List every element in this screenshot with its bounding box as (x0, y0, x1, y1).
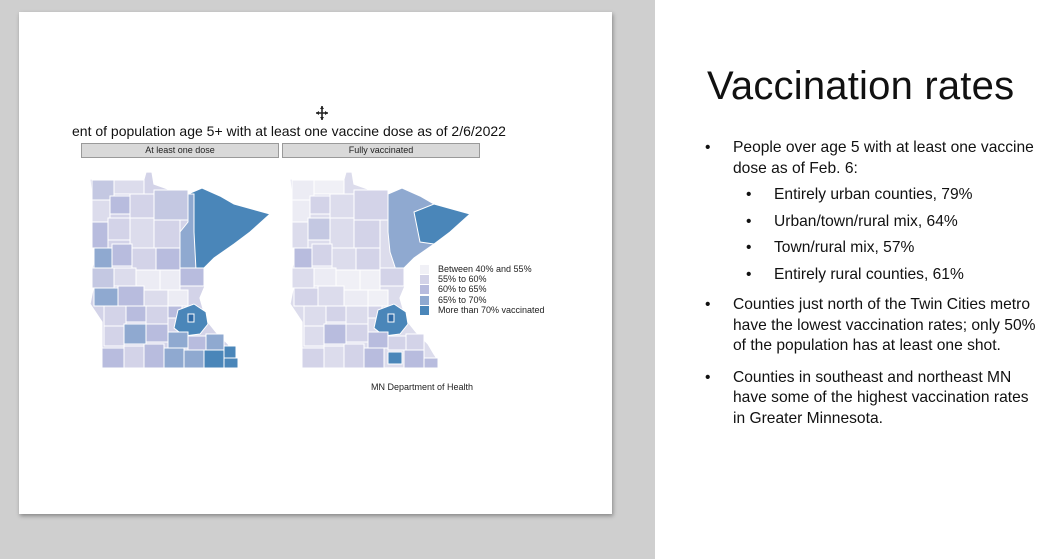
move-cursor-icon (315, 105, 329, 121)
slide-title: Vaccination rates (707, 64, 1015, 108)
bullet-text: Counties in southeast and northeast MN have some of the highest vaccination rates in Greater Minnesota. (733, 368, 1029, 427)
embedded-map-image (19, 12, 612, 514)
sub-bullet-text: Town/rural mix, 57% (774, 239, 915, 256)
bullet-text: People over age 5 with at least one vaccine dose as of Feb. 6: (733, 139, 1034, 177)
sub-bullet-list (705, 185, 1045, 285)
legend-label: Between 40% and 55% (438, 264, 532, 274)
source-note: MN Department of Health (371, 382, 474, 392)
legend-swatch (420, 275, 429, 284)
legend-swatch (420, 265, 429, 274)
county-fills (92, 180, 270, 368)
map-title: ent of population age 5+ with at least one vaccine dose as of 2/6/2022 (72, 123, 506, 139)
bullet-dot-icon: • (705, 139, 711, 156)
bullet-item (705, 295, 1045, 357)
bullet-dot-icon: • (705, 368, 711, 386)
legend-swatch (420, 296, 429, 305)
legend-label: 65% to 70% (438, 294, 487, 305)
sub-bullet-item (733, 212, 1045, 233)
sub-bullet-text: Urban/town/rural mix, 64% (774, 212, 958, 230)
legend-swatch (420, 306, 429, 315)
bullet-dot-icon: • (746, 265, 752, 283)
bullet-dot-icon: • (746, 186, 752, 203)
sub-bullet-item (733, 238, 1045, 259)
minnesota-county-map-first-dose (84, 172, 274, 382)
bullet-dot-icon: • (705, 296, 711, 313)
facet-header-fully-vaccinated: Fully vaccinated (282, 143, 480, 158)
bullet-item (705, 138, 1045, 285)
facet-header-first-dose: At least one dose (81, 143, 279, 158)
sub-bullet-item (733, 265, 1045, 286)
bullet-item (705, 368, 1045, 430)
sub-bullet-text: Entirely urban counties, 79% (774, 186, 973, 203)
sub-bullet-text: Entirely rural counties, 61% (774, 265, 964, 283)
bullet-text: Counties just north of the Twin Cities metro have the lowest vaccination rates; only 50% of the population has at least one shot. (733, 296, 1036, 354)
slide-bullet-list (705, 138, 1045, 429)
legend-label: 60% to 65% (438, 284, 487, 295)
legend-swatch (420, 285, 429, 294)
legend-label: More than 70% vaccinated (438, 304, 545, 315)
sub-bullet-item (733, 185, 1045, 206)
bullet-dot-icon: • (746, 212, 752, 230)
legend-label: 55% to 60% (438, 274, 487, 285)
bullet-dot-icon: • (746, 239, 752, 256)
